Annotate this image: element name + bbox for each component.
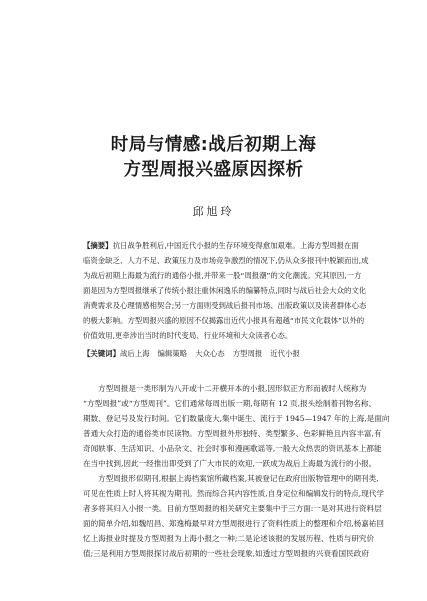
abstract-line: 【摘要】抗日战争胜利后,中国近代小报的生存环境变得愈加艰难。上海方型周报在面	[83, 241, 359, 250]
body-paragraph-line: 方型周报形似期刊,根据上海档案馆所藏档案,其被登记在政府出版物管理中的期刊类,	[98, 474, 379, 483]
body-paragraph-line: 期数、登记号及发行时间。它们数量庞大,集中诞生、流行于 1945—1947 年的上海,是面向	[83, 414, 390, 423]
body-paragraph-line: 方型周报是一类形制为八开或十二开横开本的小报,因形似正方形而被时人统称为	[98, 384, 367, 393]
keywords-label: 【关键词】	[83, 349, 120, 358]
abstract-line: 价值效用,更牵涉出当时的时代变局、行业环境和大众读者心态。	[83, 331, 293, 340]
abstract-line: 消费需求及心理情感相契合;另一方面则受到战后报刊市场、出版政策以及读者群体心态	[83, 301, 367, 310]
paper-title-line-1: 时局与情感:战后初期上海	[110, 135, 317, 155]
keyword: 方型周报	[232, 349, 263, 358]
body-paragraph-line: 可见在性质上时人将其视为期刊。然而综合其内容性质,自身定位和编辑发行的特点,现代学	[83, 489, 384, 498]
keyword: 近代小报	[270, 349, 300, 358]
body-paragraph-line: 值;三是利用方型周报探讨战后初期的一些社会现象,如透过方型周报的兴衰看国民政府	[83, 549, 369, 558]
keyword: 大众心态	[195, 349, 225, 358]
body-paragraph-line: 忆上海报业时提及方型周报为上海小报之一种;二是论述该报的发展历程、性质与研究价	[83, 534, 375, 543]
abstract-line: 的极大影响。方型周报兴盛的原因不仅揭露出近代小报具有超越“市民文化载体”以外的	[83, 316, 365, 325]
body-paragraph-line: 面的简单介绍,如魏绍昌、郑逸梅最早对方型周报进行了资料性质上的整理和介绍,杨嘉祐回	[83, 519, 384, 528]
keyword: 编辑策略	[157, 349, 188, 358]
keyword: 战后上海	[119, 349, 150, 358]
body-paragraph-line: 在当中找到,因此一经推出即受到了广大市民的欢迎,一跃成为战后上海最为流行的小报。	[83, 459, 377, 468]
abstract-line: 面是因为方型周报继承了传统小报注重休闲逸乐的编纂特点,同时与战后社会大众的文化	[83, 286, 367, 295]
body-paragraph-line: 普通大众打造的通俗类市民读物。方型周报外形独特、类型繁多、色彩鲜艳且内容丰富,有	[83, 429, 382, 438]
abstract-line: 临资金缺乏、人力不足、政策压力及市场竞争激烈的情况下,仍从众多报刊中脱颖而出,成	[83, 256, 369, 265]
body-paragraph-line: 奇闻轶事、生活知识、小品杂文、社会时事和漫画歌谣等,一般大众热衷的资讯基本上都能	[83, 444, 382, 453]
keywords-line	[83, 348, 345, 359]
abstract-label: 【摘要】	[83, 241, 113, 250]
body-paragraph-line: 者多将其归入小报一类。目前方型周报的相关研究主要集中于三方面:一是对其进行资料层	[83, 504, 382, 513]
body-paragraph-line: “方型周报”或“方型周刊”。它们通常每周出版一期,每期有 12 页,报头绘制着刊物名称、	[83, 399, 377, 408]
paper-title-line-2: 方型周报兴盛原因探析	[123, 160, 304, 180]
abstract-line: 为战后初期上海最为流行的通俗小报,并带来一股“周报潮”的文化潮流。究其原因,一方	[83, 271, 362, 280]
author-name: 邱旭玲	[192, 205, 235, 218]
